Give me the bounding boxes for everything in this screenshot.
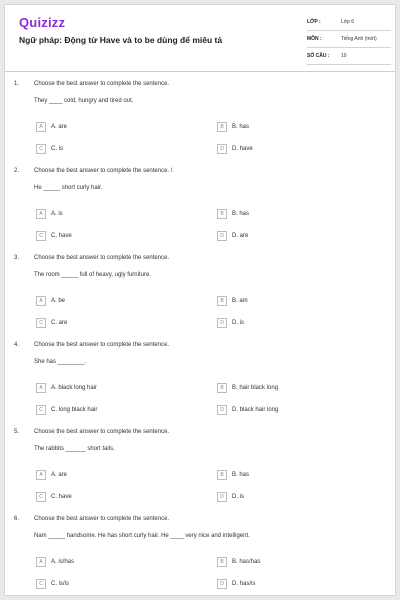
answer-text: C. are <box>51 320 68 326</box>
answer-option-b[interactable] <box>217 208 249 220</box>
answer-text: B. am <box>232 298 248 304</box>
answer-option-d[interactable] <box>217 578 255 590</box>
answer-text: D. has/is <box>232 581 256 587</box>
answer-letter-box[interactable]: B <box>217 209 227 219</box>
answer-text: A. are <box>51 472 68 478</box>
answer-letter-box[interactable]: A <box>36 122 46 132</box>
answer-text: B. hair black long <box>232 385 279 391</box>
meta-value: Lớp 6 <box>341 19 355 25</box>
question-sentence: She has ________. <box>34 359 87 365</box>
worksheet-page <box>4 4 396 596</box>
question-sentence: The rabbits ______ short tails. <box>34 446 115 452</box>
answer-text: A. is/has <box>51 559 75 565</box>
meta-row-subject <box>307 31 391 48</box>
answer-letter-box[interactable]: B <box>217 296 227 306</box>
question-number: 3. <box>14 255 20 261</box>
answer-option-b[interactable] <box>217 121 249 133</box>
answer-letter-box[interactable]: B <box>217 470 227 480</box>
answer-letter-box[interactable]: A <box>36 296 46 306</box>
answer-option-a[interactable] <box>36 208 63 220</box>
answer-option-d[interactable] <box>217 230 248 242</box>
answer-option-a[interactable] <box>36 469 67 481</box>
answer-letter-box[interactable]: A <box>36 383 46 393</box>
answer-text: A. are <box>51 124 68 130</box>
answer-text: B. has <box>232 124 250 130</box>
meta-row-class <box>307 14 391 31</box>
answer-option-d[interactable] <box>217 404 278 416</box>
answer-letter-box[interactable]: C <box>36 318 46 328</box>
answer-letter-box[interactable]: D <box>217 318 227 328</box>
answer-option-c[interactable] <box>36 230 72 242</box>
answer-letter-box[interactable]: D <box>217 405 227 415</box>
meta-value: 10 <box>341 53 347 59</box>
answer-option-d[interactable] <box>217 491 244 503</box>
answer-letter-box[interactable]: C <box>36 144 46 154</box>
answer-text: C. long black hair <box>51 407 98 413</box>
meta-value: Tiếng Anh (mới) <box>341 36 377 42</box>
answer-text: D. have <box>232 146 253 152</box>
answer-option-c[interactable] <box>36 317 67 329</box>
answer-text: A. is <box>51 211 63 217</box>
answer-text: B. has <box>232 472 250 478</box>
answer-option-c[interactable] <box>36 578 69 590</box>
answer-letter-box[interactable]: A <box>36 557 46 567</box>
meta-label: LỚP : <box>307 19 321 25</box>
answer-letter-box[interactable]: D <box>217 144 227 154</box>
question-instruction: Choose the best answer to complete the sentence. <box>34 342 170 348</box>
answer-option-b[interactable] <box>217 556 260 568</box>
answer-option-a[interactable] <box>36 121 67 133</box>
answer-option-c[interactable] <box>36 404 97 416</box>
answer-letter-box[interactable]: D <box>217 579 227 589</box>
answer-letter-box[interactable]: D <box>217 231 227 241</box>
answer-letter-box[interactable]: C <box>36 579 46 589</box>
answer-letter-box[interactable]: B <box>217 383 227 393</box>
answer-letter-box[interactable]: B <box>217 122 227 132</box>
answer-option-d[interactable] <box>217 143 253 155</box>
question-instruction: Choose the best answer to complete the sentence. <box>34 516 170 522</box>
quizizz-logo[interactable]: Quizizz <box>19 15 66 30</box>
question-sentence: Nam _____ handsome. He has short curly hair. He ____ very nice and intelligent. <box>34 533 250 539</box>
answer-text: C. is <box>51 146 63 152</box>
answer-option-c[interactable] <box>36 491 72 503</box>
answer-text: C. is/is <box>51 581 69 587</box>
answer-letter-box[interactable]: C <box>36 492 46 502</box>
question-instruction: Choose the best answer to complete the sentence. \ <box>34 168 173 174</box>
answer-letter-box[interactable]: C <box>36 231 46 241</box>
answer-text: C. have <box>51 233 72 239</box>
answer-text: B. has <box>232 211 250 217</box>
answer-option-c[interactable] <box>36 143 63 155</box>
answer-text: A. be <box>51 298 66 304</box>
answer-letter-box[interactable]: A <box>36 470 46 480</box>
meta-label: MÔN : <box>307 36 322 42</box>
question-number: 5. <box>14 429 20 435</box>
answer-text: A. black long hair <box>51 385 98 391</box>
answer-option-a[interactable] <box>36 382 97 394</box>
question-number: 4. <box>14 342 20 348</box>
answer-text: D. are <box>232 233 249 239</box>
question-sentence: The room _____ full of heavy, ugly furniture. <box>34 272 151 278</box>
answer-option-d[interactable] <box>217 317 244 329</box>
question-number: 6. <box>14 516 20 522</box>
answer-option-b[interactable] <box>217 382 278 394</box>
worksheet-header <box>5 5 395 72</box>
answer-text: D. is <box>232 320 244 326</box>
answer-option-a[interactable] <box>36 556 74 568</box>
question-sentence: He _____ short curly hair. <box>34 185 103 191</box>
meta-table <box>307 14 391 65</box>
question-number: 2. <box>14 168 20 174</box>
answer-letter-box[interactable]: C <box>36 405 46 415</box>
answer-option-a[interactable] <box>36 295 65 307</box>
answer-option-b[interactable] <box>217 469 249 481</box>
question-number: 1. <box>14 81 20 87</box>
answer-option-b[interactable] <box>217 295 248 307</box>
answer-text: B. has/has <box>232 559 261 565</box>
answer-text: D. black hair long <box>232 407 279 413</box>
question-instruction: Choose the best answer to complete the sentence. <box>34 255 170 261</box>
answer-text: D. is <box>232 494 244 500</box>
meta-label: SỐ CÂU : <box>307 53 330 59</box>
question-instruction: Choose the best answer to complete the sentence. <box>34 429 170 435</box>
answer-letter-box[interactable]: A <box>36 209 46 219</box>
meta-row-count <box>307 48 391 65</box>
answer-letter-box[interactable]: B <box>217 557 227 567</box>
worksheet-title: Ngữ pháp: Động từ Have và to be dùng để miêu tả <box>19 35 223 45</box>
question-sentence: They ____ cold, hungry and tired out. <box>34 98 134 104</box>
question-instruction: Choose the best answer to complete the sentence. <box>34 81 170 87</box>
answer-text: C. have <box>51 494 72 500</box>
answer-letter-box[interactable]: D <box>217 492 227 502</box>
